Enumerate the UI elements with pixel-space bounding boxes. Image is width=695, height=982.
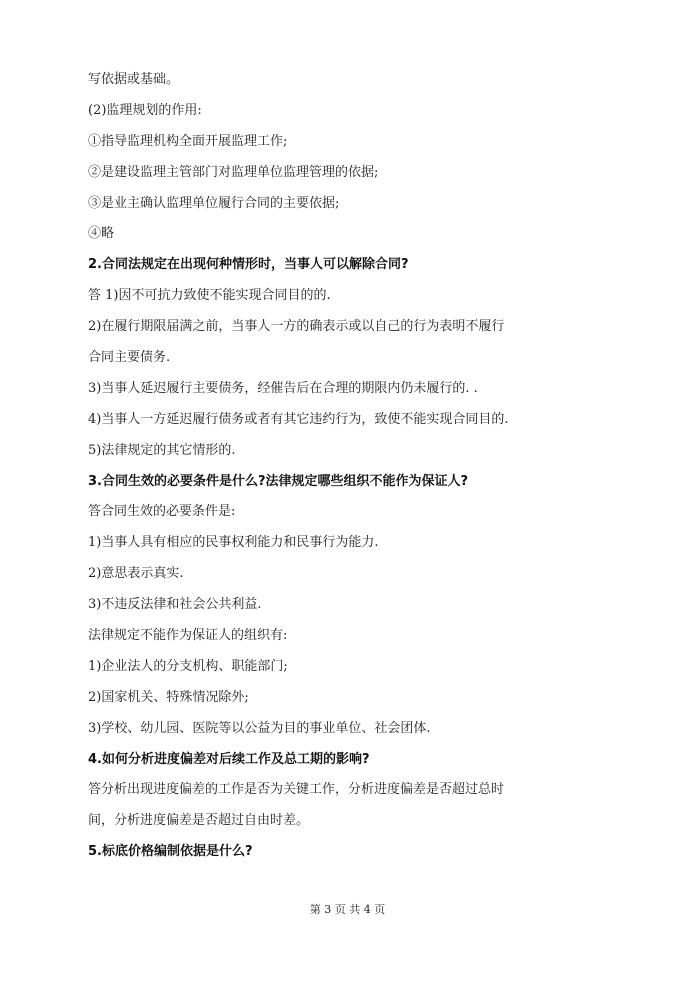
body-line: ①指导监理机构全面开展监理工作;: [88, 133, 288, 149]
body-line: 间，分析进度偏差是否超过自由时差。: [88, 813, 310, 829]
body-line: 答分析出现进度偏差的工作是否为关键工作，分析进度偏差是否超过总时: [88, 782, 505, 798]
question-heading: 5.标底价格编制依据是什么?: [88, 844, 253, 860]
body-line: 1)企业法人的分支机构、职能部门;: [88, 658, 288, 674]
body-line: 法律规定不能作为保证人的组织有:: [88, 628, 288, 644]
page-number-footer: 第 3 页 共 4 页: [309, 903, 386, 916]
body-line: ④略: [88, 226, 115, 242]
body-line: 写依据或基础。: [88, 72, 180, 87]
body-line: 5)法律规定的其它情形的.: [88, 442, 236, 458]
question-heading: 2.合同法规定在出现何种情形时，当事人可以解除合同?: [88, 257, 409, 273]
body-line: 答合同生效的必要条件是:: [88, 504, 236, 520]
body-line: 3)学校、幼儿园、医院等以公益为目的事业单位、社会团体.: [88, 720, 431, 736]
body-line: 2)在履行期限届满之前，当事人一方的确表示或以自己的行为表明不履行: [88, 319, 505, 335]
question-heading: 3.合同生效的必要条件是什么?法律规定哪些组织不能作为保证人?: [88, 473, 469, 489]
body-line: 合同主要债务.: [88, 350, 171, 366]
body-line: 1)当事人具有相应的民事权利能力和民事行为能力.: [88, 535, 379, 551]
body-line: ③是业主确认监理单位履行合同的主要依据;: [88, 195, 340, 211]
body-line: 4)当事人一方延迟履行债务或者有其它违约行为，致使不能实现合同目的.: [88, 411, 509, 427]
body-line: 2)意思表示真实.: [88, 566, 184, 582]
body-line: 答 1)因不可抗力致使不能实现合同目的的.: [88, 288, 331, 304]
question-heading: 4.如何分析进度偏差对后续工作及总工期的影响?: [88, 751, 370, 767]
body-line: 2)国家机关、特殊情况除外;: [88, 689, 249, 705]
body-line: 3)不违反法律和社会公共利益.: [88, 597, 262, 613]
body-line: ②是建设监理主管部门对监理单位监理管理的依据;: [88, 164, 379, 180]
body-line: (2)监理规划的作用:: [88, 102, 202, 118]
page-body: [88, 72, 558, 875]
body-line: 3)当事人延迟履行主要债务，经催告后在合理的期限内仍未履行的. .: [88, 380, 478, 396]
